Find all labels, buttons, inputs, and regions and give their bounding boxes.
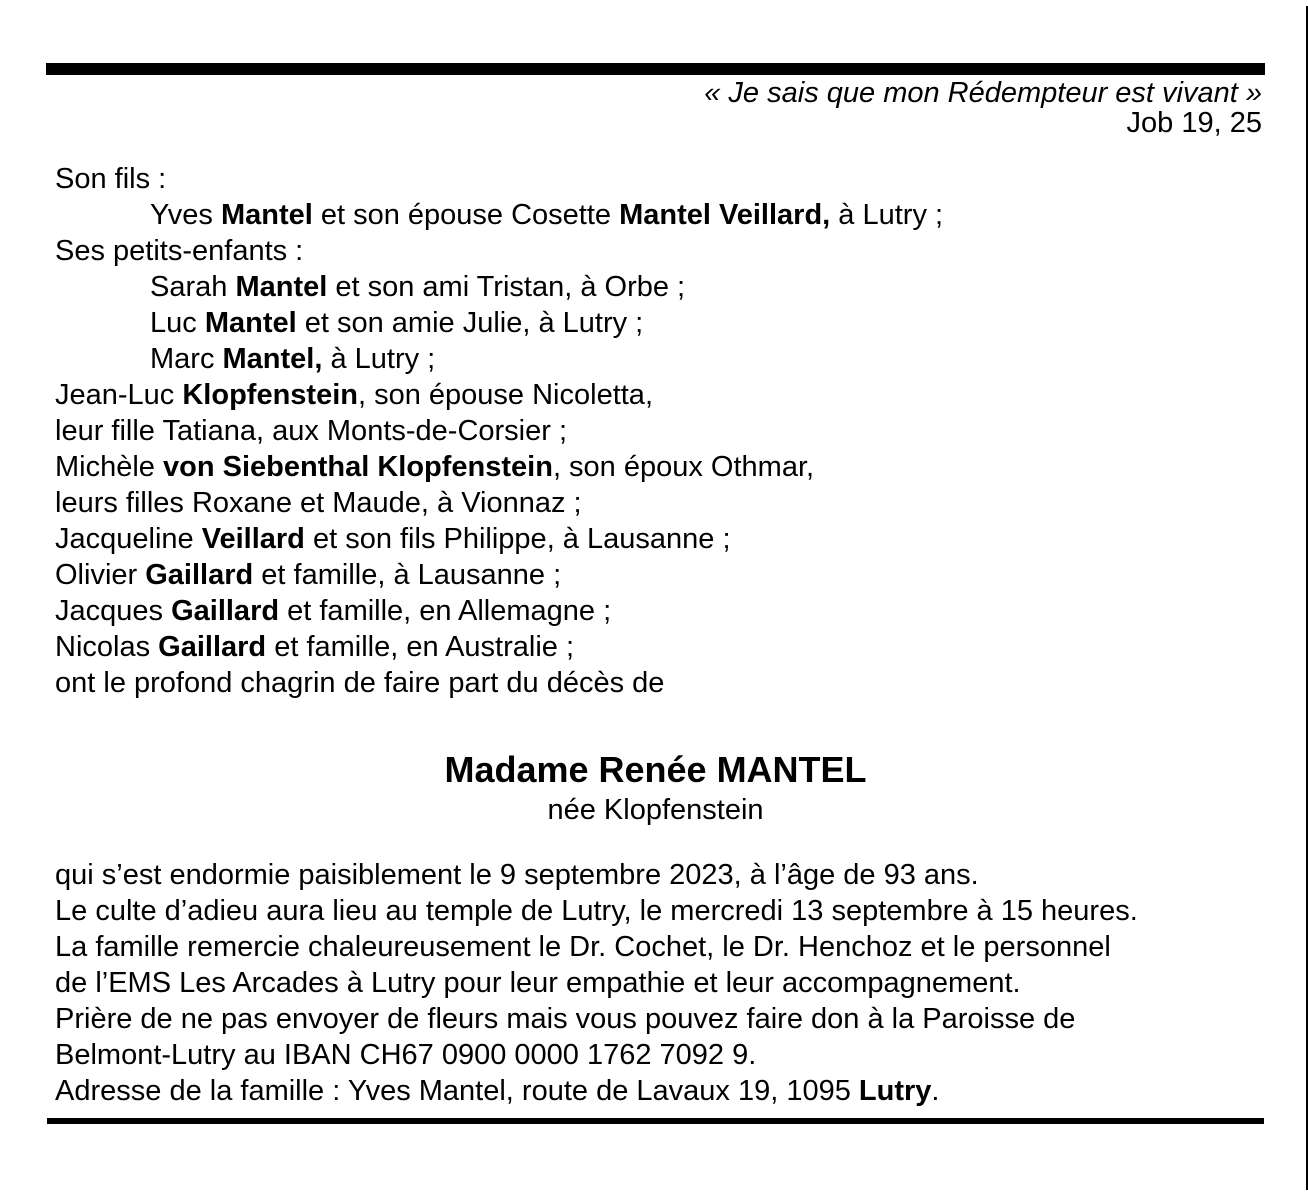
surname-bold: von Siebenthal Klopfenstein bbox=[163, 451, 553, 483]
text-segment: et son fils Philippe, à Lausanne ; bbox=[304, 523, 731, 555]
text-segment: leur fille Tatiana, aux Monts-de-Corsier ; bbox=[55, 415, 568, 447]
family-line bbox=[55, 593, 1285, 629]
text-segment: de l’EMS Les Arcades à Lutry pour leur empathie et leur accompagnement. bbox=[55, 967, 1021, 999]
family-line bbox=[55, 377, 1285, 413]
text-segment: Marc bbox=[150, 343, 223, 375]
text-segment: Son fils : bbox=[55, 163, 167, 195]
epigraph-quote: « Je sais que mon Rédempteur est vivant » bbox=[704, 77, 1262, 109]
family-line bbox=[55, 485, 1285, 521]
surname-bold: Klopfenstein bbox=[182, 379, 358, 411]
text-segment: Nicolas bbox=[55, 631, 159, 663]
details-line bbox=[55, 1073, 1285, 1109]
text-segment: La famille remercie chaleureusement le Dr. Cochet, le Dr. Henchoz et le personnel bbox=[55, 931, 1111, 963]
text-segment: et son ami Tristan, à Orbe ; bbox=[327, 271, 686, 303]
details-line bbox=[55, 1037, 1285, 1073]
text-segment: à Lutry ; bbox=[322, 343, 436, 375]
text-segment: Adresse de la famille : Yves Mantel, route de Lavaux 19, 1095 bbox=[55, 1075, 859, 1107]
announcement-details bbox=[55, 857, 1285, 1109]
text-segment: qui s’est endormie paisiblement le 9 septembre 2023, à l’âge de 93 ans. bbox=[55, 859, 979, 891]
family-line bbox=[55, 197, 1285, 233]
details-line bbox=[55, 965, 1285, 1001]
text-segment: et son amie Julie, à Lutry ; bbox=[296, 307, 644, 339]
text-segment: Ses petits-enfants : bbox=[55, 235, 304, 267]
text-segment: Jean-Luc bbox=[55, 379, 183, 411]
text-segment: ont le profond chagrin de faire part du décès de bbox=[55, 667, 665, 699]
surname-bold: Mantel, bbox=[222, 343, 323, 375]
bottom-rule bbox=[47, 1118, 1264, 1124]
family-line bbox=[55, 413, 1285, 449]
text-segment: Jacques bbox=[55, 595, 172, 627]
text-segment: et famille, à Lausanne ; bbox=[253, 559, 562, 591]
text-segment: et son épouse Cosette bbox=[312, 199, 620, 231]
family-line bbox=[55, 233, 1285, 269]
text-segment: à Lutry ; bbox=[830, 199, 944, 231]
surname-bold: Mantel bbox=[235, 271, 328, 303]
surname-bold: Mantel Veillard, bbox=[619, 199, 831, 231]
details-line bbox=[55, 929, 1285, 965]
epigraph-source: Job 19, 25 bbox=[1126, 107, 1262, 139]
family-line bbox=[55, 629, 1285, 665]
family-list bbox=[55, 161, 1285, 701]
text-segment: leurs filles Roxane et Maude, à Vionnaz ; bbox=[55, 487, 582, 519]
surname-bold: Lutry bbox=[858, 1075, 932, 1107]
text-segment: Prière de ne pas envoyer de fleurs mais vous pouvez faire don à la Paroisse de bbox=[55, 1003, 1076, 1035]
surname-bold: Mantel bbox=[204, 307, 297, 339]
family-line bbox=[55, 665, 1285, 701]
surname-bold: Gaillard bbox=[158, 631, 267, 663]
text-segment: Luc bbox=[150, 307, 205, 339]
family-line bbox=[55, 269, 1285, 305]
text-segment: . bbox=[931, 1075, 940, 1107]
family-line bbox=[55, 341, 1285, 377]
details-line bbox=[55, 857, 1285, 893]
text-segment: Olivier bbox=[55, 559, 146, 591]
text-segment: Michèle bbox=[55, 451, 163, 483]
text-segment: Yves bbox=[150, 199, 221, 231]
text-segment: Le culte d’adieu aura lieu au temple de Lutry, le mercredi 13 septembre à 15 heures. bbox=[55, 895, 1138, 927]
deceased-block bbox=[46, 748, 1265, 828]
top-rule bbox=[46, 63, 1265, 75]
surname-bold: Mantel bbox=[220, 199, 313, 231]
family-line bbox=[55, 449, 1285, 485]
details-line bbox=[55, 1001, 1285, 1037]
family-line bbox=[55, 557, 1285, 593]
family-line bbox=[55, 161, 1285, 197]
text-segment: Sarah bbox=[150, 271, 236, 303]
surname-bold: Veillard bbox=[201, 523, 305, 555]
text-segment: , son époux Othmar, bbox=[552, 451, 815, 483]
text-segment: , son épouse Nicoletta, bbox=[357, 379, 653, 411]
text-segment: et famille, en Australie ; bbox=[266, 631, 575, 663]
surname-bold: Gaillard bbox=[171, 595, 280, 627]
text-segment: et famille, en Allemagne ; bbox=[279, 595, 612, 627]
text-segment: Jacqueline bbox=[55, 523, 202, 555]
surname-bold: Gaillard bbox=[145, 559, 254, 591]
details-line bbox=[55, 893, 1285, 929]
family-line bbox=[55, 521, 1285, 557]
text-segment: Belmont-Lutry au IBAN CH67 0900 0000 1762 7092 9. bbox=[55, 1039, 757, 1071]
deceased-maiden-name: née Klopfenstein bbox=[547, 794, 764, 826]
deceased-name: Madame Renée MANTEL bbox=[444, 749, 867, 790]
epigraph bbox=[46, 78, 1262, 138]
family-line bbox=[55, 305, 1285, 341]
